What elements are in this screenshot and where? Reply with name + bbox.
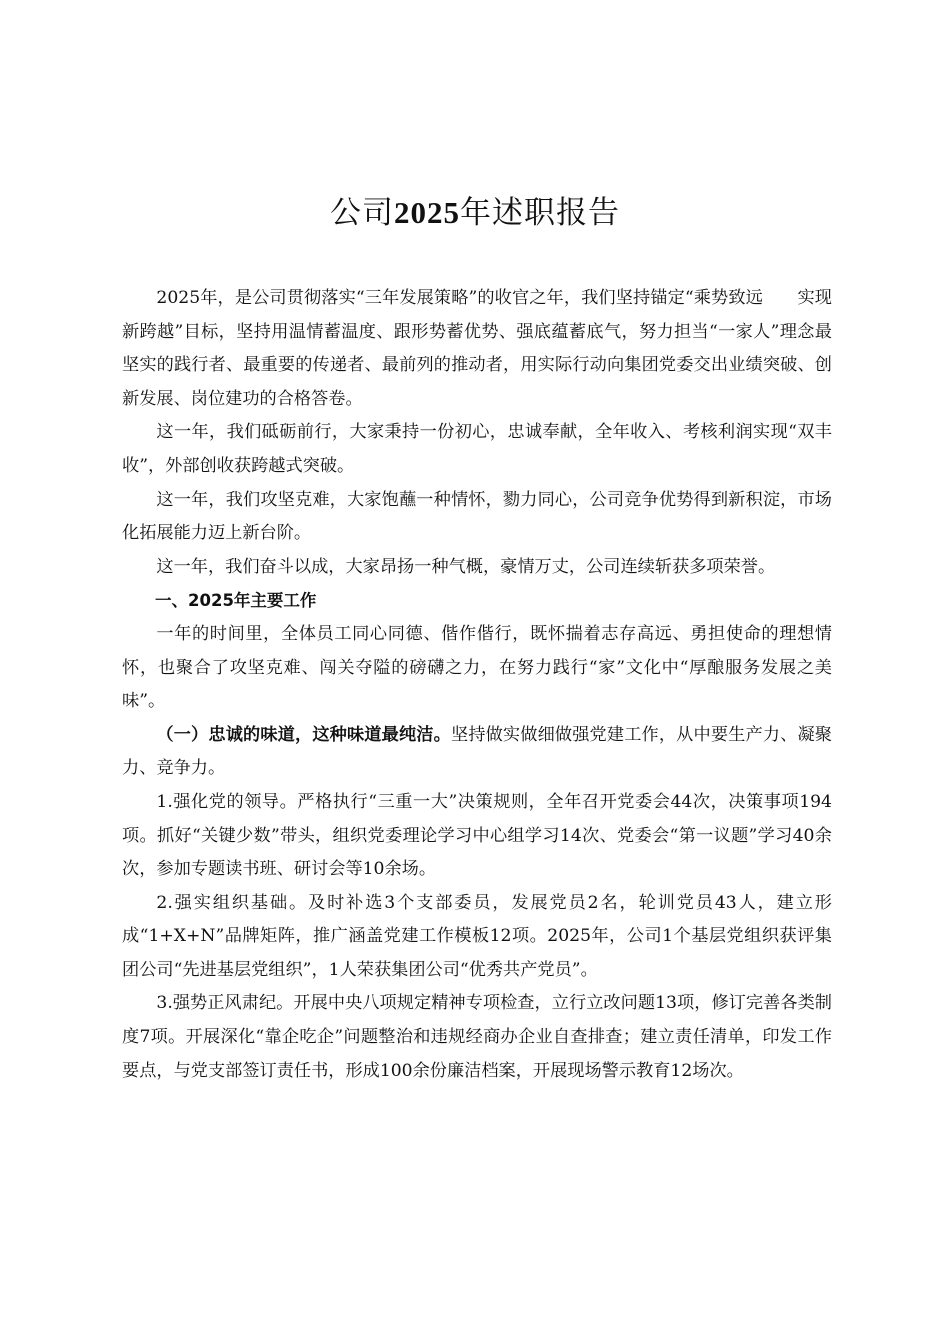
document-title [0, 191, 950, 235]
list-item: 3.强势正风肃纪。开展中央八项规定精神专项检查，立行立改问题13项，修订完善各类制度7项。开展深化“靠企吃企”问题整治和违规经商办企业自查排查；建立责任清单，印发工作要点，与党支部签订责任书，形成100余份廉洁档案，开展现场警示教育12场次。 [122, 993, 832, 1081]
paragraph-year-2: 这一年，我们攻坚克难，大家饱蘸一种情怀，勠力同心，公司竞争优势得到新积淀，市场化拓展能力迈上新台阶。 [122, 489, 832, 544]
title-year: 2025 [394, 194, 460, 230]
section-intro: 一年的时间里，全体员工同心同德、偕作偕行，既怀揣着志存高远、勇担使命的理想情怀，也聚合了攻坚克难、闯关夺隘的磅礴之力，在努力践行“家”文化中“厚酿服务发展之美味”。 [122, 623, 832, 712]
subsection-text: 坚持做实做细做强党建工作，从中要生产力、凝聚力、竞争力。 [122, 724, 832, 779]
title-suffix: 年述职报告 [460, 194, 620, 231]
subsection-paragraph [122, 719, 832, 786]
paragraph-year-3: 这一年，我们奋斗以成，大家昂扬一种气概，豪情万丈，公司连续斩获多项荣誉。 [156, 556, 776, 577]
paragraph-year-1: 这一年，我们砥砺前行，大家秉持一份初心，忠诚奉献，全年收入、考核利润实现“双丰收”，外部创收获跨越式突破。 [122, 422, 832, 476]
subsection-heading: （一）忠诚的味道，这种味道最纯洁。 [156, 724, 451, 745]
section-heading: 一、2025年主要工作 [155, 591, 317, 611]
document-body [122, 282, 832, 1088]
list-item: 1.强化党的领导。严格执行“三重一大”决策规则，全年召开党委会44次，决策事项194项。抓好“关键少数”带头，组织党委理论学习中心组学习14次、党委会“第一议题”学习40余次，参加专题读书班、研讨会等10余场。 [122, 791, 832, 880]
title-prefix: 公司 [330, 194, 394, 231]
paragraph-intro: 2025年，是公司贯彻落实“三年发展策略”的收官之年，我们坚持锚定“乘势致远 实现新跨越”目标，坚持用温情蓄温度、跟形势蓄优势、强底蕴蓄底气，努力担当“一家人”理念最坚实的践行者、最重要的传递者、最前列的推动者，用实际行动向集团党委交出业绩突破、创新发展、岗位建功的合格答卷。 [122, 288, 832, 409]
list-item: 2.强实组织基础。及时补选3个支部委员，发展党员2名，轮训党员43人，建立形成“1+X+N”品牌矩阵，推广涵盖党建工作模板12项。2025年，公司1个基层党组织获评集团公司“先进基层党组织”，1人荣获集团公司“优秀共产党员”。 [122, 892, 832, 980]
